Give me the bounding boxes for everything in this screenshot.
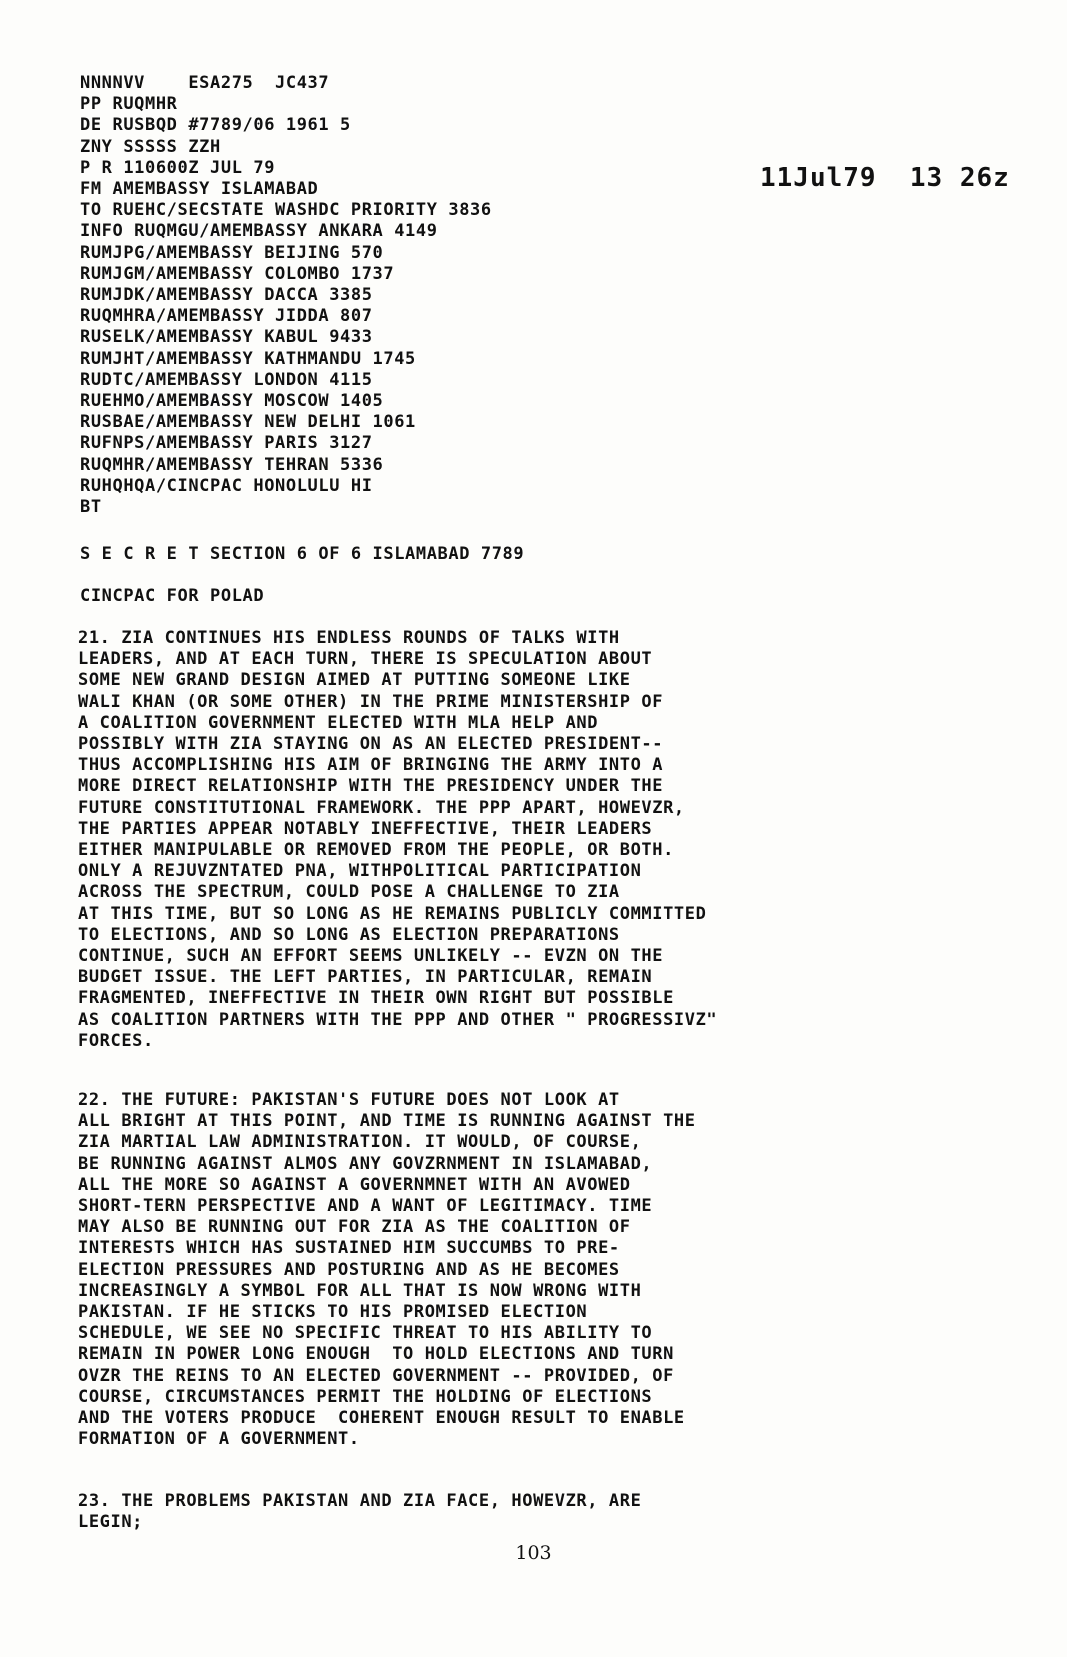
paragraph-line: LEADERS, AND AT EACH TURN, THERE IS SPECULATION ABOUT [78, 649, 653, 670]
paragraph-line: REMAIN IN POWER LONG ENOUGH TO HOLD ELECTIONS AND TURN [78, 1344, 674, 1365]
header-line: RUHQHQA/CINCPAC HONOLULU HI [80, 475, 373, 496]
paragraph-line: LEGIN; [78, 1512, 144, 1533]
paragraph-line: OVZR THE REINS TO AN ELECTED GOVERNMENT -- PROVIDED, OF [78, 1365, 674, 1386]
paragraph-line: TO ELECTIONS, AND SO LONG AS ELECTION PREPARATIONS [78, 924, 620, 945]
paragraph-line: FRAGMENTED, INEFFECTIVE IN THEIR OWN RIGHT BUT POSSIBLE [78, 988, 674, 1009]
paragraph-line: MORE DIRECT RELATIONSHIP WITH THE PRESIDENCY UNDER THE [78, 776, 664, 797]
paragraph-line: 22. THE FUTURE: PAKISTAN'S FUTURE DOES NOT LOOK AT [78, 1090, 620, 1110]
classification-line: S E C R E T SECTION 6 OF 6 ISLAMABAD 7789 [80, 544, 525, 564]
header-line: RUMJDK/AMEMBASSY DACCA 3385 [80, 285, 373, 306]
paragraph-line: SHORT-TERN PERSPECTIVE AND A WANT OF LEGITIMACY. TIME [78, 1196, 653, 1217]
header-line: DE RUSBQD #7789/06 1961 5 [80, 115, 351, 136]
paragraph-line: ALL BRIGHT AT THIS POINT, AND TIME IS RUNNING AGAINST THE [78, 1111, 696, 1132]
paragraph-22 [78, 1090, 838, 1450]
paragraph-line: FORCES. [78, 1030, 154, 1051]
paragraph-line: CONTINUE, SUCH AN EFFORT SEEMS UNLIKELY -- EVZN ON THE [78, 946, 664, 967]
header-line: RUFNPS/AMEMBASSY PARIS 3127 [80, 433, 373, 454]
header-line: RUMJHT/AMEMBASSY KATHMANDU 1745 [80, 348, 416, 369]
paragraph-line: MAY ALSO BE RUNNING OUT FOR ZIA AS THE COALITION OF [78, 1217, 631, 1238]
paragraph-23 [78, 1491, 838, 1533]
paragraph-line: ALL THE MORE SO AGAINST A GOVERNMNET WITH AN AVOWED [78, 1174, 631, 1195]
header-line: NNNNVV ESA275 JC437 [80, 73, 330, 93]
paragraph-line: FUTURE CONSTITUTIONAL FRAMEWORK. THE PPP APART, HOWEVZR, [78, 797, 685, 818]
paragraph-line: THE PARTIES APPEAR NOTABLY INEFFECTIVE, THEIR LEADERS [78, 818, 653, 839]
header-line: P R 110600Z JUL 79 [80, 157, 276, 178]
paragraph-21 [78, 628, 838, 1052]
header-line: RUSBAE/AMEMBASSY NEW DELHI 1061 [80, 412, 416, 433]
paragraph-line: 23. THE PROBLEMS PAKISTAN AND ZIA FACE, HOWEVZR, ARE [78, 1491, 642, 1511]
paragraph-line: A COALITION GOVERNMENT ELECTED WITH MLA HELP AND [78, 712, 599, 733]
header-line: RUMJGM/AMEMBASSY COLOMBO 1737 [80, 263, 395, 284]
paragraph-line: BUDGET ISSUE. THE LEFT PARTIES, IN PARTICULAR, REMAIN [78, 967, 653, 988]
paragraph-line: POSSIBLY WITH ZIA STAYING ON AS AN ELECTED PRESIDENT-- [78, 734, 664, 755]
header-line: RUDTC/AMEMBASSY LONDON 4115 [80, 369, 373, 390]
paragraph-line: 21. ZIA CONTINUES HIS ENDLESS ROUNDS OF TALKS WITH [78, 628, 620, 648]
header-line: RUEHMO/AMEMBASSY MOSCOW 1405 [80, 391, 384, 412]
header-line: INFO RUQMGU/AMEMBASSY ANKARA 4149 [80, 221, 438, 242]
header-line: RUSELK/AMEMBASSY KABUL 9433 [80, 327, 373, 348]
date-time-stamp: 11Jul79 13 26z [760, 163, 1010, 193]
paragraph-line: EITHER MANIPULABLE OR REMOVED FROM THE PEOPLE, OR BOTH. [78, 840, 674, 861]
paragraph-line: ONLY A REJUVZNTATED PNA, WITHPOLITICAL PARTICIPATION [78, 861, 642, 882]
header-line: FM AMEMBASSY ISLAMABAD [80, 179, 319, 200]
header-line: BT [80, 497, 102, 518]
header-line: RUQMHR/AMEMBASSY TEHRAN 5336 [80, 454, 384, 475]
paragraph-line: AS COALITION PARTNERS WITH THE PPP AND OTHER " PROGRESSIVZ" [78, 1009, 718, 1030]
paragraph-line: PAKISTAN. IF HE STICKS TO HIS PROMISED ELECTION [78, 1302, 588, 1323]
paragraph-line: ACROSS THE SPECTRUM, COULD POSE A CHALLENGE TO ZIA [78, 882, 620, 903]
page-number: 103 [515, 1542, 552, 1564]
paragraph-line: WALI KHAN (OR SOME OTHER) IN THE PRIME MINISTERSHIP OF [78, 691, 664, 712]
addressee-line: CINCPAC FOR POLAD [80, 586, 265, 606]
paragraph-line: SCHEDULE, WE SEE NO SPECIFIC THREAT TO HIS ABILITY TO [78, 1323, 653, 1344]
paragraph-line: ELECTION PRESSURES AND POSTURING AND AS HE BECOMES [78, 1259, 620, 1280]
paragraph-line: ZIA MARTIAL LAW ADMINISTRATION. IT WOULD, OF COURSE, [78, 1132, 642, 1153]
paragraph-line: SOME NEW GRAND DESIGN AIMED AT PUTTING SOMEONE LIKE [78, 670, 631, 691]
header-line: RUQMHRA/AMEMBASSY JIDDA 807 [80, 306, 373, 327]
paragraph-line: COURSE, CIRCUMSTANCES PERMIT THE HOLDING OF ELECTIONS [78, 1386, 653, 1407]
paragraph-line: THUS ACCOMPLISHING HIS AIM OF BRINGING THE ARMY INTO A [78, 755, 664, 776]
header-line: TO RUEHC/SECSTATE WASHDC PRIORITY 3836 [80, 200, 492, 221]
paragraph-line: AT THIS TIME, BUT SO LONG AS HE REMAINS PUBLICLY COMMITTED [78, 903, 707, 924]
header-line: RUMJPG/AMEMBASSY BEIJING 570 [80, 242, 384, 263]
paragraph-line: FORMATION OF A GOVERNMENT. [78, 1429, 360, 1450]
paragraph-line: AND THE VOTERS PRODUCE COHERENT ENOUGH RESULT TO ENABLE [78, 1408, 685, 1429]
paragraph-line: BE RUNNING AGAINST ALMOS ANY GOVZRNMENT IN ISLAMABAD, [78, 1153, 653, 1174]
paragraph-line: INCREASINGLY A SYMBOL FOR ALL THAT IS NOW WRONG WITH [78, 1280, 642, 1301]
paragraph-line: INTERESTS WHICH HAS SUSTAINED HIM SUCCUMBS TO PRE- [78, 1238, 620, 1259]
header-line: PP RUQMHR [80, 94, 178, 115]
cable-routing-header [80, 73, 780, 518]
header-line: ZNY SSSSS ZZH [80, 136, 221, 157]
